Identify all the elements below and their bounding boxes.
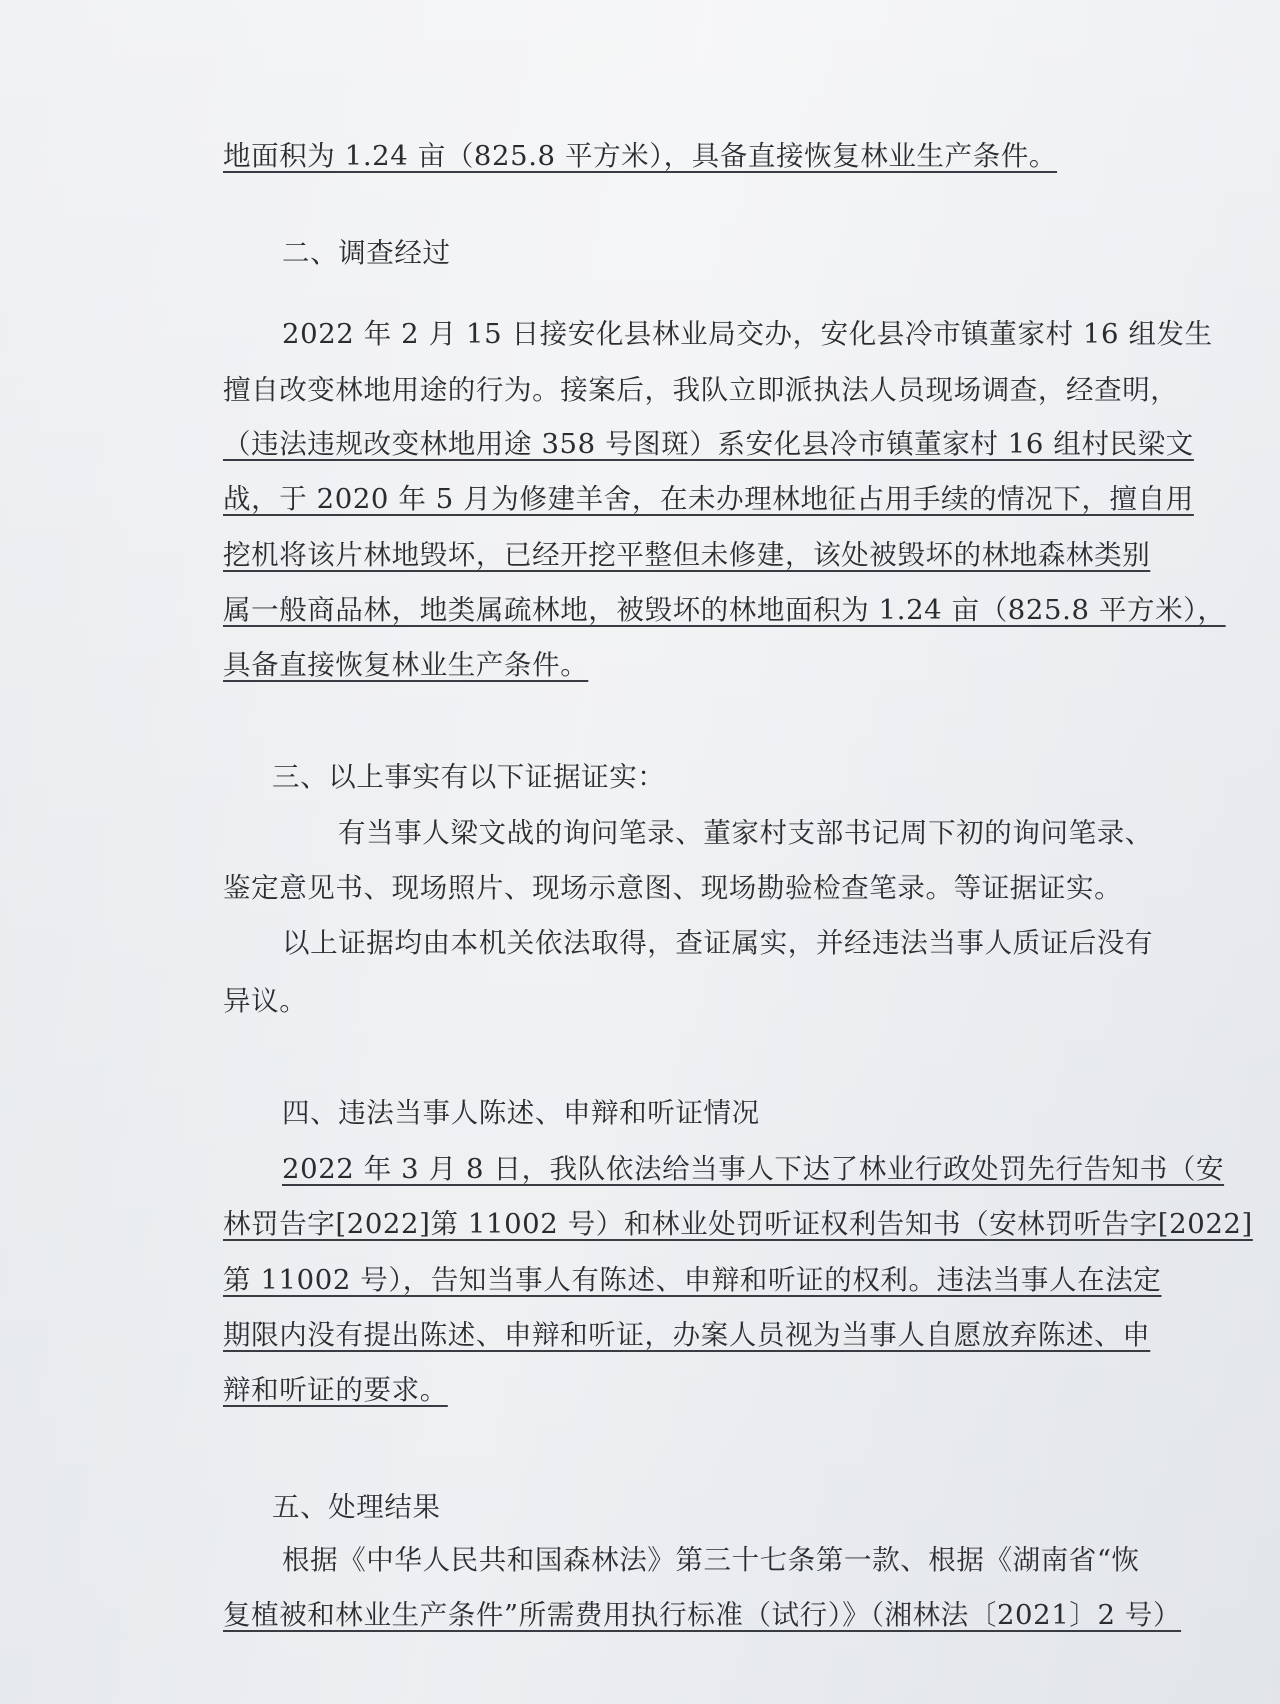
- paragraph-line: 具备直接恢复林业生产条件。: [223, 649, 589, 681]
- paragraph-line: 2022 年 2 月 15 日接安化县林业局交办，安化县冷市镇董家村 16 组发生: [282, 318, 1213, 350]
- section-heading-result: 五、处理结果: [272, 1491, 441, 1523]
- section-heading-evidence: 三、以上事实有以下证据证实：: [272, 761, 666, 793]
- paragraph-line: 挖机将该片林地毁坏，已经开挖平整但未修建，该处被毁坏的林地森林类别: [223, 539, 1151, 571]
- paragraph-line: 第 11002 号），告知当事人有陈述、申辩和听证的权利。违法当事人在法定: [223, 1264, 1162, 1296]
- paragraph-line: 地面积为 1.24 亩（825.8 平方米），具备直接恢复林业生产条件。: [223, 140, 1058, 172]
- section-heading-statements: 四、违法当事人陈述、申辩和听证情况: [282, 1097, 760, 1129]
- paragraph-line: 以上证据均由本机关依法取得，查证属实，并经违法当事人质证后没有: [282, 927, 1154, 959]
- paragraph-line: （违法违规改变林地用途 358 号图斑）系安化县冷市镇董家村 16 组村民梁文: [223, 428, 1194, 460]
- section-heading-investigation: 二、调查经过: [282, 237, 451, 269]
- paragraph-line: 辩和听证的要求。: [223, 1374, 448, 1406]
- paragraph-line: 有当事人梁文战的询问笔录、董家村支部书记周下初的询问笔录、: [338, 817, 1153, 849]
- paragraph-line: 根据《中华人民共和国森林法》第三十七条第一款、根据《湖南省“恢: [282, 1544, 1140, 1576]
- paragraph-line: 战，于 2020 年 5 月为修建羊舍，在未办理林地征占用手续的情况下，擅自用: [223, 483, 1194, 515]
- paragraph-line: 属一般商品林，地类属疏林地，被毁坏的林地面积为 1.24 亩（825.8 平方米），: [223, 594, 1226, 626]
- paragraph-line: 2022 年 3 月 8 日，我队依法给当事人下达了林业行政处罚先行告知书（安: [282, 1153, 1225, 1185]
- paragraph-line: 鉴定意见书、现场照片、现场示意图、现场勘验检查笔录。等证据证实。: [223, 872, 1123, 904]
- paragraph-line: 异议。: [223, 985, 308, 1017]
- paragraph-line: 林罚告字[2022]第 11002 号）和林业处罚听证权利告知书（安林罚听告字[2022]: [223, 1208, 1253, 1240]
- paragraph-line: 期限内没有提出陈述、申辩和听证，办案人员视为当事人自愿放弃陈述、申: [223, 1319, 1151, 1351]
- paragraph-line: 复植被和林业生产条件”所需费用执行标准（试行）》（湘林法〔2021〕2 号）: [223, 1599, 1182, 1631]
- paragraph-line: 擅自改变林地用途的行为。接案后，我队立即派执法人员现场调查，经查明，: [223, 374, 1179, 406]
